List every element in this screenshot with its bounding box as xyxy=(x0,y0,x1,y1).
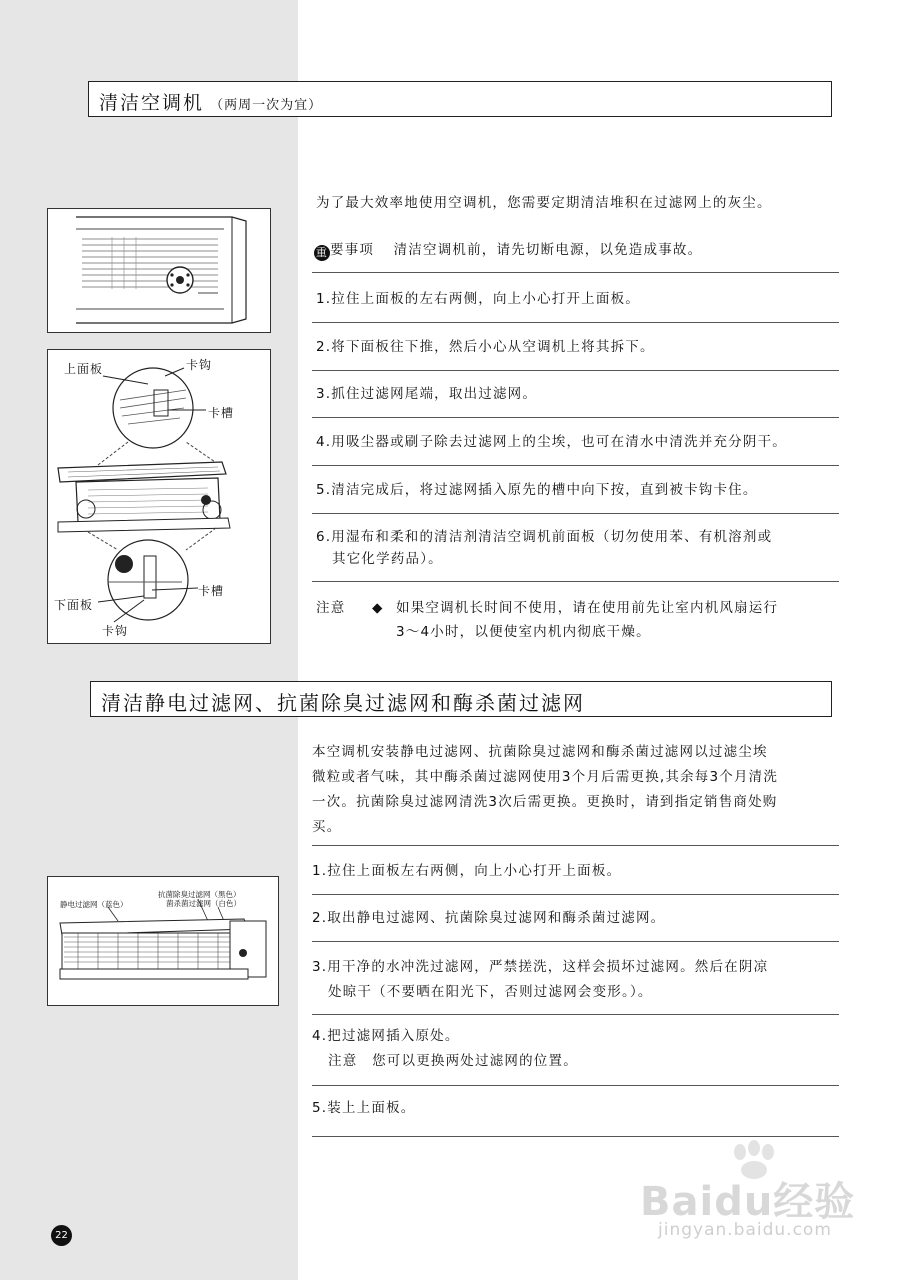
section1-step-6-cont: 其它化学药品）。 xyxy=(332,551,443,567)
divider xyxy=(312,513,839,514)
section2-intro-line-3: 一次。抗菌除臭过滤网清洗3次后需更换。更换时，请到指定销售商处购 xyxy=(312,794,778,810)
note-line-2: 3～4小时，以便使室内机内彻底干燥。 xyxy=(396,624,651,640)
section2-title: 清洁静电过滤网、抗菌除臭过滤网和酶杀菌过滤网 xyxy=(101,691,585,715)
page-number-badge: 22 xyxy=(51,1225,72,1246)
label-slot-top: 卡槽 xyxy=(208,406,235,420)
note-bullet-icon: ◆ xyxy=(372,600,384,616)
important-label: 要事项 xyxy=(330,242,375,258)
important-notice xyxy=(314,238,702,262)
section2-title-box xyxy=(90,681,832,717)
section2-intro-line-4: 买。 xyxy=(312,819,342,835)
label-slot-bottom: 卡槽 xyxy=(198,584,225,598)
note-line-1: 如果空调机长时间不使用，请在使用前先让室内机风扇运行 xyxy=(396,600,779,616)
label-enzyme-filter: 菌杀菌过滤网（白色） xyxy=(166,899,241,908)
important-text: 清洁空调机前，请先切断电源，以免造成事故。 xyxy=(393,242,703,258)
divider xyxy=(312,370,839,371)
divider xyxy=(312,465,839,466)
divider xyxy=(312,894,839,895)
section1-step-2: 2.将下面板往下推，然后小心从空调机上将其拆下。 xyxy=(316,339,655,355)
label-antibacterial-filter: 抗菌除臭过滤网（黑色） xyxy=(158,890,241,899)
section2-step-2: 2.取出静电过滤网、抗菌除臭过滤网和酶杀菌过滤网。 xyxy=(312,910,666,926)
section2-step-3: 3.用干净的水冲洗过滤网，严禁搓洗，这样会损坏过滤网。然后在阴凉 xyxy=(312,959,769,975)
section1-title: 清洁空调机 xyxy=(99,92,205,114)
divider xyxy=(312,1085,839,1086)
figure-panel-removal xyxy=(47,349,271,644)
divider xyxy=(312,581,839,582)
label-hook-bottom: 卡钩 xyxy=(102,624,129,638)
section1-step-3: 3.抓住过滤网尾端，取出过滤网。 xyxy=(316,386,538,402)
figure-filters xyxy=(47,876,279,1006)
section2-intro-line-2: 微粒或者气味，其中酶杀菌过滤网使用3个月后需更换,其余每3个月清洗 xyxy=(312,769,779,785)
label-hook-top: 卡钩 xyxy=(186,358,213,372)
divider xyxy=(312,1014,839,1015)
divider xyxy=(312,941,839,942)
section2-step-3-cont: 处晾干（不要晒在阳光下，否则过滤网会变形。）。 xyxy=(328,984,653,1000)
section1-title-box xyxy=(88,81,832,117)
section2-step-5: 5.装上上面板。 xyxy=(312,1100,416,1116)
section2-intro-line-1: 本空调机安装静电过滤网、抗菌除臭过滤网和酶杀菌过滤网以过滤尘埃 xyxy=(312,744,768,760)
section1-subtitle: （两周一次为宜） xyxy=(210,98,323,113)
section2-step-4-note: 注意 您可以更换两处过滤网的位置。 xyxy=(328,1053,578,1069)
important-badge-icon: 重 xyxy=(315,246,329,259)
label-lower-panel: 下面板 xyxy=(54,598,94,612)
ac-unit-illustration xyxy=(48,209,270,332)
divider xyxy=(312,417,839,418)
section1-step-6: 6.用湿布和柔和的清洁剂清洁空调机前面板（切勿使用苯、有机溶剂或 xyxy=(316,529,773,545)
section2-step-1: 1.拉住上面板左右两侧，向上小心打开上面板。 xyxy=(312,863,622,879)
divider xyxy=(312,322,839,323)
section2-step-4: 4.把过滤网插入原处。 xyxy=(312,1028,460,1044)
watermark-logo: Baidu经验 xyxy=(640,1179,856,1225)
section1-intro: 为了最大效率地使用空调机，您需要定期清洁堆积在过滤网上的灰尘。 xyxy=(316,195,772,211)
watermark-url: jingyan.baidu.com xyxy=(658,1220,832,1240)
figure-ac-unit-closed xyxy=(47,208,271,333)
divider xyxy=(312,272,839,273)
section1-step-4: 4.用吸尘器或刷子除去过滤网上的尘埃，也可在清水中清洗并充分阴干。 xyxy=(316,434,787,450)
note-label: 注意 xyxy=(316,600,346,616)
section1-step-5: 5.清洁完成后，将过滤网插入原先的槽中向下按，直到被卡钩卡住。 xyxy=(316,482,758,498)
divider xyxy=(312,1136,839,1137)
baidu-watermark xyxy=(640,1148,870,1248)
label-electrostatic-filter: 静电过滤网（蓝色） xyxy=(60,900,128,909)
label-upper-panel: 上面板 xyxy=(64,362,104,376)
section1-step-1: 1.拉住上面板的左右两侧，向上小心打开上面板。 xyxy=(316,291,640,307)
divider xyxy=(312,845,839,846)
